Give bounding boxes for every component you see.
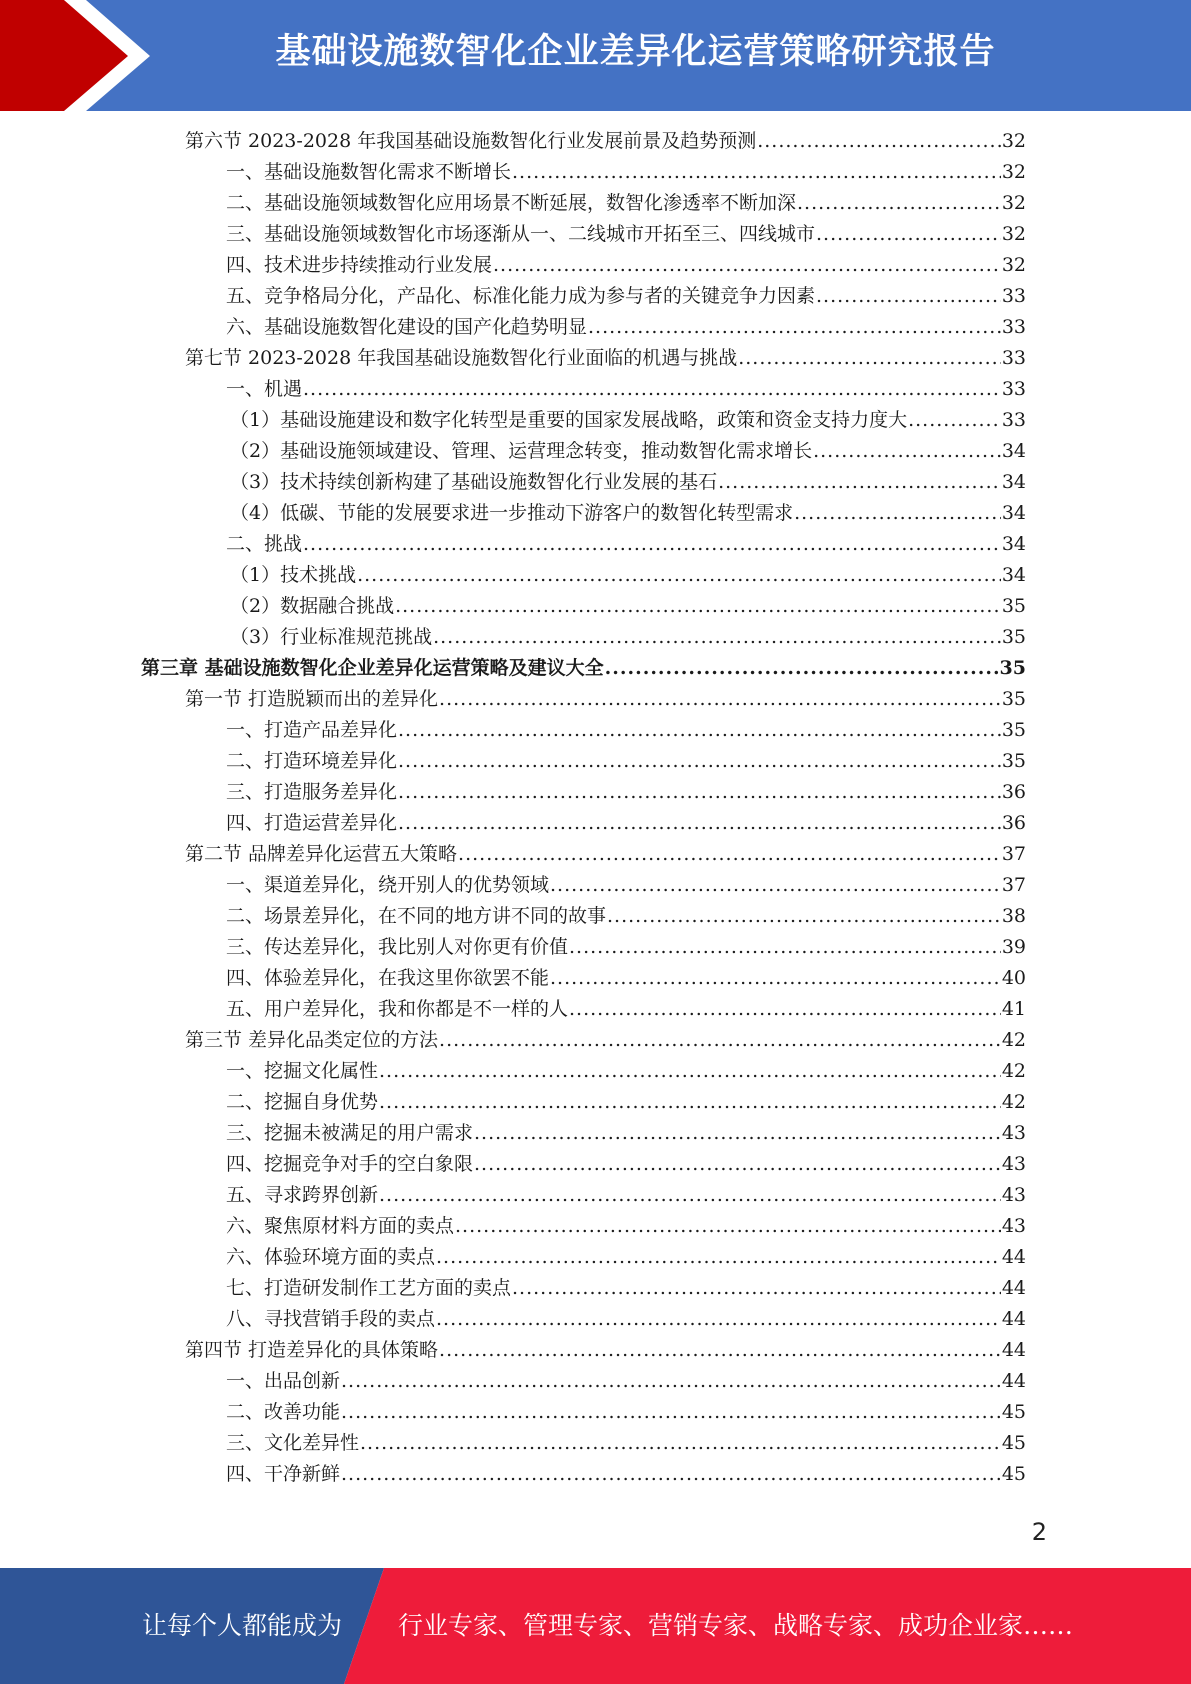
toc-dot-leader — [757, 126, 1001, 157]
toc-entry[interactable] — [226, 994, 1026, 1025]
toc-entry-title: 四、打造运营差异化 — [226, 812, 398, 834]
toc-entry-page: 35 — [1001, 595, 1026, 617]
toc-entry-page: 45 — [1001, 1463, 1026, 1485]
toc-entry-page: 45 — [1001, 1432, 1026, 1454]
toc-entry-title: 四、技术进步持续推动行业发展 — [226, 254, 493, 276]
toc-entry-title: 三、打造服务差异化 — [226, 781, 398, 803]
toc-entry[interactable] — [226, 901, 1026, 932]
toc-entry-page: 39 — [1001, 936, 1026, 958]
toc-entry-page: 34 — [1001, 564, 1026, 586]
toc-dot-leader — [607, 901, 1001, 932]
toc-dot-leader — [398, 715, 1001, 746]
toc-entry-page: 44 — [1001, 1370, 1026, 1392]
toc-dot-leader — [433, 622, 1001, 653]
toc-entry[interactable] — [185, 126, 1026, 157]
toc-entry-page: 37 — [1001, 843, 1026, 865]
toc-entry-title: 一、出品创新 — [226, 1370, 341, 1392]
toc-entry[interactable] — [226, 932, 1026, 963]
toc-entry-page: 43 — [1001, 1153, 1026, 1175]
toc-entry[interactable] — [226, 1397, 1026, 1428]
toc-dot-leader — [569, 932, 1001, 963]
toc-entry-page: 35 — [1001, 750, 1026, 772]
toc-entry[interactable] — [230, 560, 1026, 591]
toc-entry[interactable] — [226, 1087, 1026, 1118]
toc-entry[interactable] — [226, 1149, 1026, 1180]
toc-dot-leader — [512, 1273, 1001, 1304]
page-header — [0, 0, 1191, 111]
toc-entry[interactable] — [226, 808, 1026, 839]
toc-entry-page: 35 — [1001, 719, 1026, 741]
toc-dot-leader — [398, 746, 1001, 777]
toc-entry-page: 40 — [1001, 967, 1026, 989]
toc-dot-leader — [797, 188, 1001, 219]
toc-entry-title: （3）技术持续创新构建了基础设施数智化行业发展的基石 — [230, 471, 718, 493]
toc-entry[interactable] — [230, 436, 1026, 467]
toc-entry-title: （4）低碳、节能的发展要求进一步推动下游客户的数智化转型需求 — [230, 502, 794, 524]
toc-dot-leader — [360, 1428, 1001, 1459]
toc-dot-leader — [474, 1149, 1001, 1180]
toc-dot-leader — [303, 374, 1001, 405]
toc-dot-leader — [908, 405, 1001, 436]
toc-entry-title: 第六节 2023-2028 年我国基础设施数智化行业发展前景及趋势预测 — [185, 130, 757, 152]
toc-dot-leader — [512, 157, 1001, 188]
toc-entry-title: 五、寻求跨界创新 — [226, 1184, 379, 1206]
toc-entry-title: 二、场景差异化，在不同的地方讲不同的故事 — [226, 905, 607, 927]
toc-entry-title: 一、渠道差异化，绕开别人的优势领域 — [226, 874, 550, 896]
toc-dot-leader — [379, 1056, 1001, 1087]
toc-entry[interactable] — [226, 1273, 1026, 1304]
toc-entry[interactable] — [226, 1366, 1026, 1397]
toc-entry-title: 第二节 品牌差异化运营五大策略 — [185, 843, 458, 865]
toc-entry-page: 32 — [1001, 223, 1026, 245]
toc-entry[interactable] — [230, 591, 1026, 622]
toc-entry-page: 44 — [1001, 1277, 1026, 1299]
toc-dot-leader — [436, 1304, 1001, 1335]
toc-entry-title: 第三章 基础设施数智化企业差异化运营策略及建议大全 — [141, 657, 604, 679]
toc-entry-page: 44 — [1001, 1246, 1026, 1268]
toc-entry-title: （1）技术挑战 — [230, 564, 357, 586]
toc-entry-title: 七、打造研发制作工艺方面的卖点 — [226, 1277, 512, 1299]
toc-entry-title: 四、挖掘竞争对手的空白象限 — [226, 1153, 474, 1175]
toc-entry[interactable] — [230, 622, 1026, 653]
toc-entry[interactable] — [226, 715, 1026, 746]
toc-entry[interactable] — [226, 1056, 1026, 1087]
toc-entry-page: 42 — [1001, 1029, 1026, 1051]
toc-entry-title: 三、挖掘未被满足的用户需求 — [226, 1122, 474, 1144]
toc-entry[interactable] — [226, 1428, 1026, 1459]
chevron-arrow-icon — [0, 0, 160, 111]
toc-entry-page: 42 — [1001, 1091, 1026, 1113]
toc-entry-title: 三、文化差异性 — [226, 1432, 360, 1454]
page-footer — [0, 1568, 1191, 1684]
toc-entry-page: 35 — [999, 657, 1026, 679]
toc-dot-leader — [816, 281, 1001, 312]
page-number: 2 — [1031, 1518, 1047, 1546]
toc-dot-leader — [493, 250, 1001, 281]
toc-dot-leader — [813, 436, 1001, 467]
toc-entry-page: 36 — [1001, 781, 1026, 803]
toc-entry-title: 第三节 差异化品类定位的方法 — [185, 1029, 439, 1051]
toc-entry[interactable] — [226, 157, 1026, 188]
toc-dot-leader — [395, 591, 1001, 622]
footer-slogan-left: 让每个人都能成为 — [142, 1611, 343, 1640]
toc-entry-title: 六、基础设施数智化建设的国产化趋势明显 — [226, 316, 588, 338]
toc-entry-page: 43 — [1001, 1184, 1026, 1206]
toc-dot-leader — [379, 1087, 1001, 1118]
toc-dot-leader — [569, 994, 1001, 1025]
toc-dot-leader — [436, 1242, 1001, 1273]
toc-entry-page: 33 — [1001, 316, 1026, 338]
toc-entry-page: 43 — [1001, 1215, 1026, 1237]
toc-dot-leader — [816, 219, 1001, 250]
toc-dot-leader — [550, 963, 1001, 994]
toc-entry-title: 五、竞争格局分化，产品化、标准化能力成为参与者的关键竞争力因素 — [226, 285, 816, 307]
toc-entry-title: （2）数据融合挑战 — [230, 595, 395, 617]
toc-entry-title: 三、传达差异化，我比别人对你更有价值 — [226, 936, 569, 958]
toc-entry[interactable] — [226, 1211, 1026, 1242]
toc-entry[interactable] — [226, 219, 1026, 250]
toc-dot-leader — [474, 1118, 1001, 1149]
toc-entry-title: 六、体验环境方面的卖点 — [226, 1246, 436, 1268]
toc-entry-title: 第七节 2023-2028 年我国基础设施数智化行业面临的机遇与挑战 — [185, 347, 738, 369]
toc-entry-title: 二、打造环境差异化 — [226, 750, 398, 772]
toc-dot-leader — [398, 777, 1001, 808]
toc-dot-leader — [439, 684, 1001, 715]
toc-entry[interactable] — [226, 188, 1026, 219]
toc-dot-leader — [398, 808, 1001, 839]
toc-entry-title: 二、挑战 — [226, 533, 303, 555]
toc-entry-page: 35 — [1001, 626, 1026, 648]
toc-entry-title: 一、打造产品差异化 — [226, 719, 398, 741]
toc-entry-page: 32 — [1001, 161, 1026, 183]
toc-entry-title: 二、挖掘自身优势 — [226, 1091, 379, 1113]
toc-entry-page: 37 — [1001, 874, 1026, 896]
toc-entry[interactable] — [185, 684, 1026, 715]
toc-entry-title: 一、机遇 — [226, 378, 303, 400]
toc-entry-page: 33 — [1001, 347, 1026, 369]
toc-entry-page: 41 — [1001, 998, 1026, 1020]
toc-dot-leader — [303, 529, 1001, 560]
toc-entry-page: 34 — [1001, 440, 1026, 462]
toc-entry-title: 第一节 打造脱颖而出的差异化 — [185, 688, 439, 710]
toc-entry-title: 第四节 打造差异化的具体策略 — [185, 1339, 439, 1361]
toc-entry-page: 33 — [1001, 285, 1026, 307]
toc-dot-leader — [439, 1335, 1001, 1366]
toc-entry-page: 45 — [1001, 1401, 1026, 1423]
toc-entry[interactable] — [230, 405, 1026, 436]
toc-entry-page: 34 — [1001, 471, 1026, 493]
toc-entry[interactable] — [226, 1242, 1026, 1273]
toc-dot-leader — [341, 1397, 1001, 1428]
toc-dot-leader — [550, 870, 1001, 901]
toc-entry-title: 一、基础设施数智化需求不断增长 — [226, 161, 512, 183]
toc-entry-title: 二、基础设施领域数智化应用场景不断延展，数智化渗透率不断加深 — [226, 192, 797, 214]
toc-dot-leader — [605, 653, 999, 684]
toc-entry-page: 44 — [1001, 1308, 1026, 1330]
toc-entry[interactable] — [226, 746, 1026, 777]
toc-entry-page: 42 — [1001, 1060, 1026, 1082]
toc-entry[interactable] — [226, 963, 1026, 994]
toc-dot-leader — [458, 839, 1001, 870]
report-title: 基础设施数智化企业差异化运营策略研究报告 — [275, 32, 996, 72]
toc-entry-title: 四、体验差异化，在我这里你欲罢不能 — [226, 967, 550, 989]
toc-entry-title: （1）基础设施建设和数字化转型是重要的国家发展战略，政策和资金支持力度大 — [230, 409, 908, 431]
toc-entry-page: 35 — [1001, 688, 1026, 710]
toc-entry-page: 32 — [1001, 130, 1026, 152]
toc-entry-title: 一、挖掘文化属性 — [226, 1060, 379, 1082]
toc-dot-leader — [439, 1025, 1001, 1056]
toc-entry-page: 34 — [1001, 502, 1026, 524]
toc-entry[interactable] — [185, 839, 1026, 870]
toc-entry[interactable] — [226, 250, 1026, 281]
toc-entry[interactable] — [185, 343, 1026, 374]
toc-entry-page: 32 — [1001, 254, 1026, 276]
toc-dot-leader — [588, 312, 1001, 343]
toc-entry[interactable] — [226, 1180, 1026, 1211]
toc-entry[interactable] — [230, 467, 1026, 498]
toc-dot-leader — [794, 498, 1001, 529]
toc-entry-page: 36 — [1001, 812, 1026, 834]
footer-slogan-right: 行业专家、管理专家、营销专家、战略专家、成功企业家…… — [398, 1611, 1074, 1640]
toc-dot-leader — [357, 560, 1001, 591]
toc-entry[interactable] — [226, 529, 1026, 560]
toc-entry-title: 八、寻找营销手段的卖点 — [226, 1308, 436, 1330]
toc-entry[interactable] — [226, 312, 1026, 343]
toc-entry[interactable] — [141, 653, 1026, 684]
toc-entry-page: 34 — [1001, 533, 1026, 555]
toc-entry-page: 33 — [1001, 409, 1026, 431]
toc-entry[interactable] — [185, 1335, 1026, 1366]
toc-entry-page: 44 — [1001, 1339, 1026, 1361]
toc-entry-title: （3）行业标准规范挑战 — [230, 626, 433, 648]
toc-entry-title: 六、聚焦原材料方面的卖点 — [226, 1215, 455, 1237]
toc-entry-title: 五、用户差异化，我和你都是不一样的人 — [226, 998, 569, 1020]
toc-entry-page: 43 — [1001, 1122, 1026, 1144]
toc-entry-page: 32 — [1001, 192, 1026, 214]
toc-entry[interactable] — [226, 870, 1026, 901]
toc-dot-leader — [455, 1211, 1001, 1242]
toc-entry[interactable] — [226, 281, 1026, 312]
toc-entry[interactable] — [226, 1118, 1026, 1149]
toc-entry-page: 38 — [1001, 905, 1026, 927]
toc-entry-title: 四、干净新鲜 — [226, 1463, 341, 1485]
toc-dot-leader — [718, 467, 1001, 498]
toc-dot-leader — [341, 1459, 1001, 1490]
toc-entry-title: （2）基础设施领域建设、管理、运营理念转变，推动数智化需求增长 — [230, 440, 813, 462]
toc-entry[interactable] — [226, 777, 1026, 808]
toc-entry-page: 33 — [1001, 378, 1026, 400]
toc-entry[interactable] — [226, 374, 1026, 405]
toc-entry-title: 二、改善功能 — [226, 1401, 341, 1423]
toc-dot-leader — [379, 1180, 1001, 1211]
toc-entry[interactable] — [230, 498, 1026, 529]
toc-entry[interactable] — [185, 1025, 1026, 1056]
toc-entry-title: 三、基础设施领域数智化市场逐渐从一、二线城市开拓至三、四线城市 — [226, 223, 816, 245]
toc-entry[interactable] — [226, 1304, 1026, 1335]
toc-entry[interactable] — [226, 1459, 1026, 1490]
toc-dot-leader — [341, 1366, 1001, 1397]
toc-dot-leader — [738, 343, 1001, 374]
